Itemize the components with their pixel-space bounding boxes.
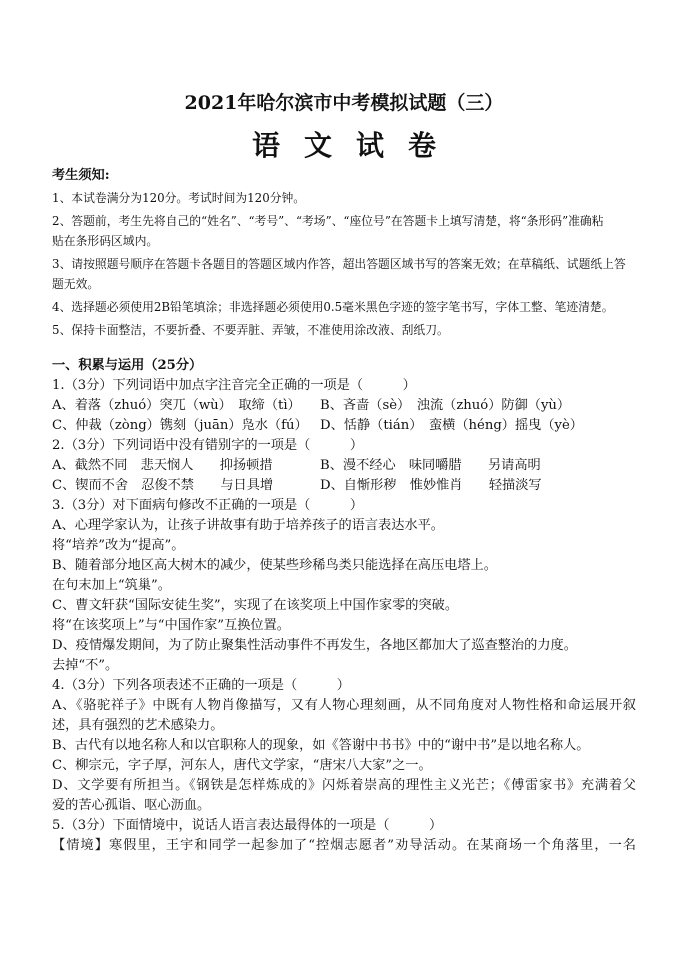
option: C、仲裁（zòng）镌刻（juān）凫水（fú） (52, 418, 308, 433)
notice-item: 贴在条形码区域内。 (52, 234, 159, 248)
question-2-options-row (52, 476, 636, 496)
question-2-stem: 2.（3分）下列词语中没有错别字的一项是（ ） (52, 438, 364, 453)
notice-block (52, 166, 626, 340)
question-1-stem: 1.（3分）下列词语中加点字注音完全正确的一项是（ ） (52, 378, 416, 393)
question-4-line: C、柳宗元，字子厚，河东人，唐代文学家，“唐宋八大家”之一。 (52, 758, 432, 773)
question-3-line: D、疫情爆发期间，为了防止聚集性活动事件不再发生，各地区都加大了巡查整治的力度。 (52, 638, 577, 653)
question-3-line: 将“培养”改为“提高”。 (52, 538, 185, 553)
notice-item: 题无效。 (52, 277, 100, 291)
option: B、吝啬（sè） 浊流（zhuó）防御（yù） (320, 398, 571, 413)
option: A、着落（zhuó）突兀（wù） 取缔（tì） (52, 398, 301, 413)
question-4-line: D、文学要有所担当。《钢铁是怎样炼成的》闪烁着崇高的理性主义光芒；《傅雷家书》充满着父 (52, 778, 636, 793)
option: B、漫不经心 味同嚼腊 另请高明 (320, 458, 541, 473)
subject-title: 语文试卷 (251, 129, 460, 162)
question-4-line: A、《骆驼祥子》中既有人物肖像描写，又有人物心理刻画，从不同角度对人物性格和命运展开叙 (52, 698, 636, 713)
exam-title: 2021年哈尔滨市中考模拟试题（三） (184, 92, 504, 114)
question-3-line: B、随着部分地区高大树木的减少，使某些珍稀鸟类只能选择在高压电塔上。 (52, 558, 497, 573)
question-5-line: 【情境】寒假里，王宇和同学一起参加了“控烟志愿者”劝导活动。在某商场一个角落里，一名 (52, 838, 636, 853)
notice-item: 1、本试卷满分为120分。考试时间为120分钟。 (52, 191, 306, 205)
question-3-line: 将“在该奖项上”与“中国作家”互换位置。 (52, 618, 290, 633)
question-4-line: 爱的苦心孤诣、呕心沥血。 (52, 798, 211, 813)
option: A、截然不同 悲天悯人 抑扬顿措 (52, 458, 273, 473)
question-1-options-row (52, 416, 636, 436)
notice-item: 5、保持卡面整洁，不要折叠、不要弄脏、弄皱，不准使用涂改液、刮纸刀。 (52, 323, 449, 337)
question-3-line: A、心理学家认为，让孩子讲故事有助于培养孩子的语言表达水平。 (52, 518, 444, 533)
section-1 (52, 356, 636, 856)
notice-item: 3、请按照题号顺序在答题卡各题目的答题区域内作答，超出答题区域书写的答案无效；在草稿纸、试题纸上答 (52, 257, 626, 271)
question-3-line: C、曹文轩获“国际安徒生奖”，实现了在该奖项上中国作家零的突破。 (52, 598, 459, 613)
option: D、恬静（tián） 蛮横（héng）摇曳（yè） (320, 418, 583, 433)
question-5-stem: 5.（3分）下面情境中，说话人语言表达最得体的一项是（ ） (52, 818, 443, 833)
option: D、自惭形秽 惟妙惟肖 轻描淡写 (320, 478, 542, 493)
question-3-line: 在句末加上“筑巢”。 (52, 578, 171, 593)
question-4-line: 述，具有强烈的艺术感染力。 (52, 718, 224, 733)
question-3-stem: 3.（3分）对下面病句修改不正确的一项是（ ） (52, 498, 364, 513)
section-heading: 一、积累与运用（25分） (52, 358, 203, 373)
question-3-line: 去掉“不”。 (52, 658, 119, 673)
notice-heading: 考生须知: (52, 168, 110, 183)
question-4-stem: 4.（3分）下列各项表述不正确的一项是（ ） (52, 678, 350, 693)
question-1-options-row (52, 396, 636, 416)
option: C、锲而不舍 忍俊不禁 与日具增 (52, 478, 274, 493)
notice-item: 4、选择题必须使用2B铅笔填涂；非选择题必须使用0.5毫米黑色字迹的签字笔书写，字体工整、笔迹清楚。 (52, 300, 614, 314)
question-4-line: B、古代有以地名称人和以官职称人的现象，如《答谢中书书》中的“谢中书”是以地名称人。 (52, 738, 590, 753)
question-2-options-row (52, 456, 636, 476)
notice-item: 2、答题前，考生先将自己的“姓名”、“考号”、“考场”、“座位号”在答题卡上填写清楚，将“条形码”准确粘 (52, 214, 604, 228)
